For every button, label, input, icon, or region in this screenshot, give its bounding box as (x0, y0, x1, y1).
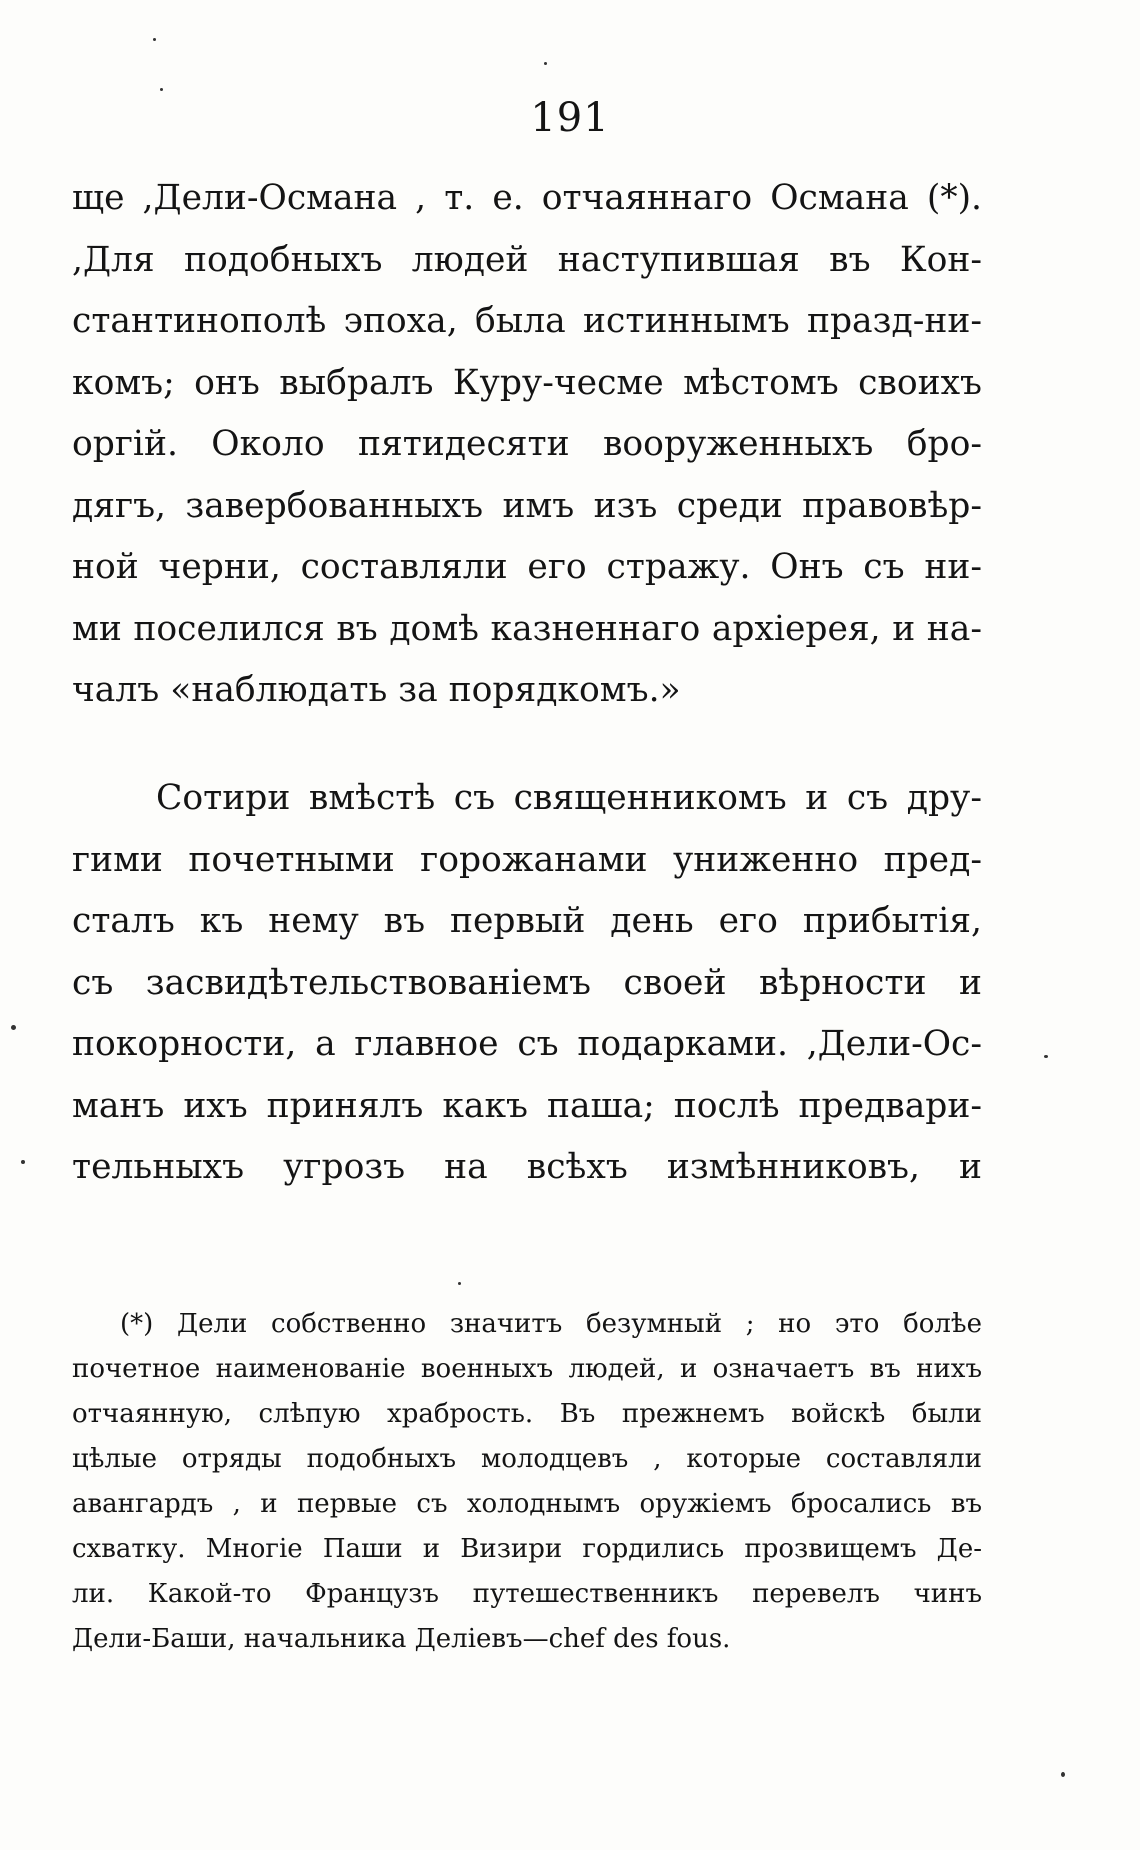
text-line: покорности, а главное съ подарками. ,Дели-Ос- (72, 1024, 982, 1064)
text-line: стантинополѣ эпоха, была истиннымъ празд-ни- (72, 301, 982, 341)
footnote-line: Дели-Баши, начальника Делiевъ—chef des fous. (72, 1624, 731, 1654)
text-line: чалъ «наблюдать за порядкомъ.» (72, 670, 681, 710)
text-line: ,Для подобныхъ людей наступившая въ Кон- (72, 239, 982, 280)
footnote-line: отчаянную, слѣпую храбрость. Въ прежнемъ войскѣ были (72, 1399, 982, 1429)
text-line: сталъ къ нему въ первый день его прибытiя, (72, 901, 982, 941)
text-line: дягъ, завербованныхъ имъ изъ среди правовѣр- (72, 485, 982, 526)
footnote-line: схватку. Многiе Паши и Визири гордились прозвищемъ Де- (72, 1534, 982, 1564)
paragraph-1 (72, 168, 982, 722)
footnote-line: ли. Какой-то Французъ путешественникъ перевелъ чинъ (72, 1579, 982, 1609)
page-number: 191 (530, 95, 610, 141)
text-line: ной черни, составляли его стражу. Онъ съ ни- (72, 547, 982, 587)
footnote-line: авангардъ , и первые съ холоднымъ оружiемъ бросались въ (72, 1489, 982, 1519)
footnote-line: почетное наименованiе военныхъ людей, и означаетъ въ нихъ (72, 1354, 982, 1384)
text-line: тельныхъ угрозъ на всѣхъ измѣнниковъ, и (72, 1147, 982, 1187)
text-line: гими почетными горожанами униженно пред- (72, 839, 982, 880)
paper-speck (160, 88, 163, 91)
text-line: оргiй. Около пятидесяти вооруженныхъ бро- (72, 424, 982, 464)
text-line: манъ ихъ принялъ какъ паша; послѣ предвари- (72, 1085, 982, 1126)
text-line: комъ; онъ выбралъ Куру-чесме мѣстомъ своихъ (72, 362, 982, 403)
footnote-line: цѣлые отряды подобныхъ молодцевъ , которые составляли (72, 1444, 982, 1474)
paper-speck (1044, 1055, 1048, 1058)
paper-speck (21, 1160, 25, 1164)
paper-speck (544, 62, 547, 65)
paper-speck (1061, 1772, 1065, 1777)
footnote-line: (*) Дели собственно значитъ безумный ; но это болѣе (120, 1309, 982, 1339)
text-line: ще ,Дели-Османа , т. е. отчаяннаго Османа (*). (72, 178, 982, 218)
paper-speck (458, 1282, 461, 1285)
footnote (72, 1302, 982, 1662)
paragraph-2 (72, 768, 982, 1199)
paper-speck (11, 1025, 16, 1030)
text-line: Сотири вмѣстѣ съ священникомъ и съ дру- (156, 778, 982, 818)
text-line: ми поселился въ домѣ казненнаго архiерея, и на- (72, 608, 982, 649)
paper-speck (153, 38, 156, 41)
text-line: съ засвидѣтельствованiемъ своей вѣрности и (72, 962, 982, 1003)
